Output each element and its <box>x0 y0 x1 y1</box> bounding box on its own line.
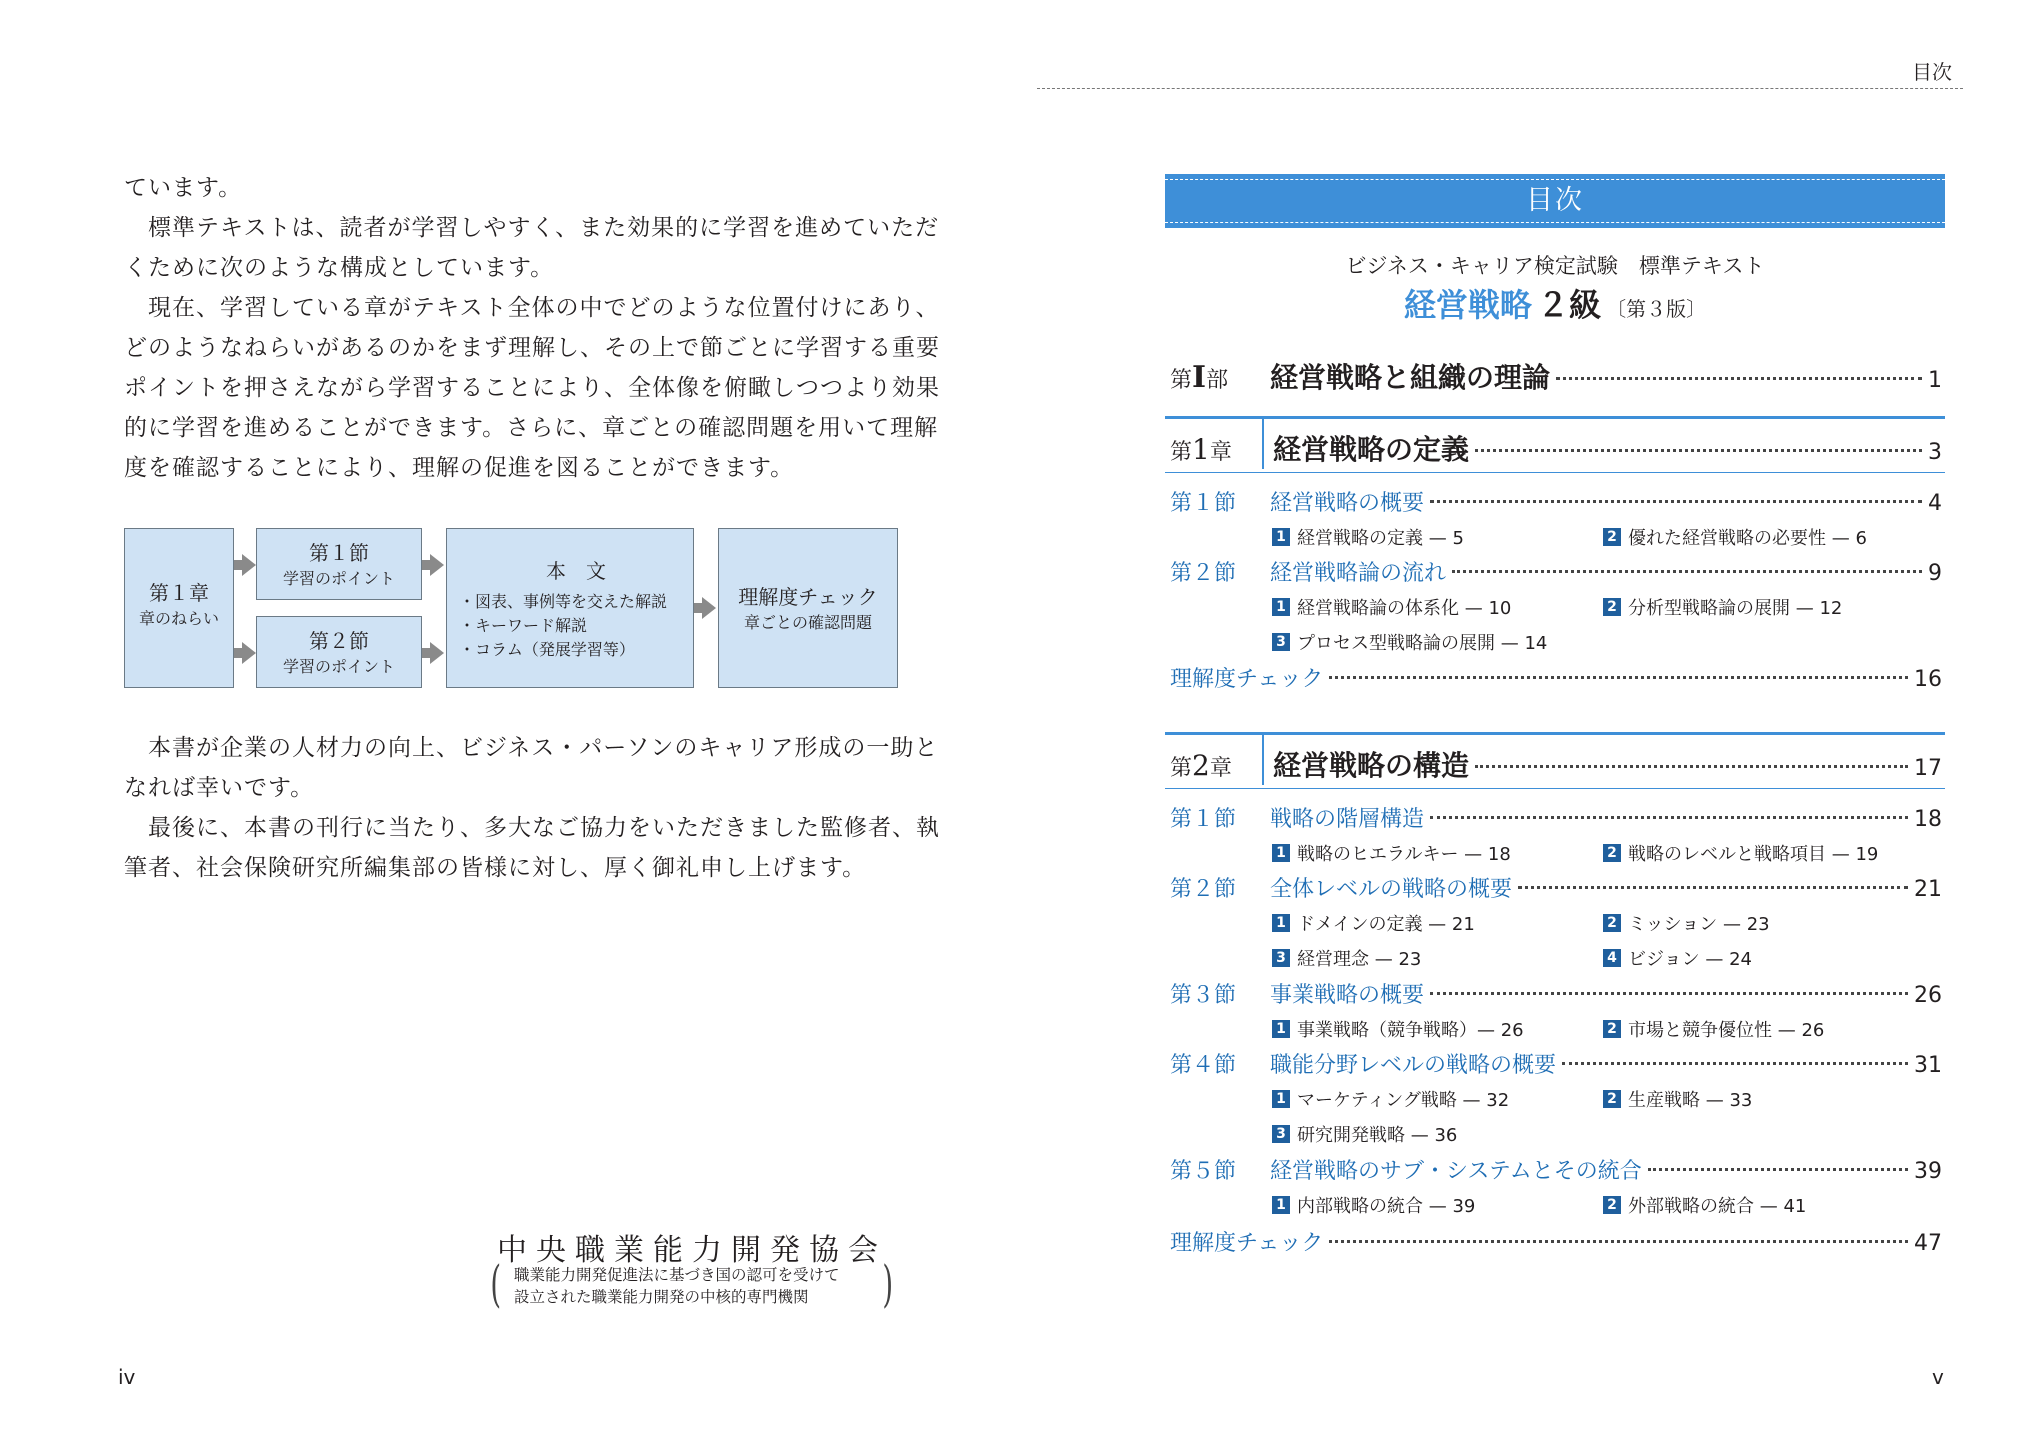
page-ref: 9 <box>1928 561 1942 586</box>
section-label: 第１節 <box>1170 807 1237 832</box>
flow-box-item: ・図表、事例等を交えた解説 <box>459 592 668 611</box>
organization-description-line: 職業能力開発促進法に基づき国の認可を受けて <box>514 1266 840 1284</box>
item-text: 研究開発戦略 — 36 <box>1297 1125 1458 1146</box>
flow-box-title: 本 文 <box>546 559 606 583</box>
leader-dots <box>1430 500 1922 503</box>
item-text: 優れた経営戦略の必要性 — 6 <box>1628 528 1867 549</box>
flow-box-title: 第２節 <box>309 629 369 653</box>
section-label: 第５節 <box>1170 1159 1237 1184</box>
book-title: 経営戦略 <box>1403 286 1532 324</box>
item-text: マーケティング戦略 — 32 <box>1297 1090 1510 1111</box>
item-number-badge: 4 <box>1603 949 1621 967</box>
toc-check-chapter-1[interactable] <box>1170 662 1942 693</box>
item-number-badge: 2 <box>1603 844 1621 862</box>
page-ref: 31 <box>1914 1053 1942 1078</box>
flow-box-body <box>446 528 694 688</box>
item-text: 分析型戦略論の展開 — 12 <box>1628 598 1843 619</box>
preface-paragraph-2 <box>124 728 940 888</box>
toc-section-2-4[interactable] <box>1170 1048 1942 1079</box>
preface-paragraph-1 <box>124 168 940 488</box>
item-number-badge: 1 <box>1272 844 1290 862</box>
section-title: 事業戦略の概要 <box>1270 983 1425 1008</box>
flow-box-section-2 <box>256 616 422 688</box>
chapter-title: 経営戦略の構造 <box>1273 749 1470 782</box>
item-number-badge: 2 <box>1603 598 1621 616</box>
toc-section-2-5[interactable] <box>1170 1154 1942 1185</box>
toc-chapter-1[interactable] <box>1170 428 1942 468</box>
item-text: 戦略のレベルと戦略項目 — 19 <box>1628 844 1879 865</box>
flow-box-title: 理解度チェック <box>738 585 878 609</box>
toc-banner: 目次 <box>1165 174 1945 228</box>
flow-box-title: 第１章 <box>149 581 209 605</box>
chapter-label: 第1章 <box>1170 433 1232 466</box>
text-line: 現在、学習している章がテキスト全体の中でどのような位置付けにあり、 <box>124 295 940 321</box>
item-text: 戦略のヒエラルキー — 18 <box>1297 844 1511 865</box>
toc-section-2-1[interactable] <box>1170 802 1942 833</box>
leader-dots <box>1518 886 1908 889</box>
leader-dots <box>1556 377 1922 380</box>
toc-item[interactable] <box>1603 945 1752 971</box>
toc-item[interactable] <box>1272 524 1464 550</box>
text-line: ています。 <box>124 175 243 201</box>
item-number-badge: 2 <box>1603 1020 1621 1038</box>
item-number-badge: 3 <box>1272 949 1290 967</box>
book-grade: ２級 <box>1537 286 1602 324</box>
series-title: ビジネス・キャリア検定試験 標準テキスト <box>1345 254 1765 278</box>
item-text: 経営戦略論の体系化 — 10 <box>1297 598 1512 619</box>
leader-dots <box>1329 676 1908 679</box>
section-title: 経営戦略の概要 <box>1270 491 1425 516</box>
flow-box-check <box>718 528 898 688</box>
toc-item[interactable] <box>1272 1086 1509 1112</box>
page-number-right: v <box>1932 1365 1944 1389</box>
item-text: 外部戦略の統合 — 41 <box>1628 1196 1807 1217</box>
leader-dots <box>1648 1168 1908 1171</box>
item-text: 生産戦略 — 33 <box>1628 1090 1753 1111</box>
flow-box-chapter <box>124 528 234 688</box>
text-line: 標準テキストは、読者が学習しやすく、また効果的に学習を進めていただ <box>124 215 940 241</box>
item-number-badge: 2 <box>1603 1090 1621 1108</box>
book-edition: 〔第３版〕 <box>1606 297 1707 321</box>
leader-dots <box>1329 1240 1908 1243</box>
section-label: 第２節 <box>1170 877 1237 902</box>
page-number-left: iv <box>118 1365 136 1389</box>
toc-section-1-1[interactable] <box>1170 486 1942 517</box>
toc-item[interactable] <box>1272 1192 1475 1218</box>
page-ref: 21 <box>1914 877 1942 902</box>
section-title: 職能分野レベルの戦略の概要 <box>1270 1053 1557 1078</box>
text-line: 本書が企業の人材力の向上、ビジネス・パーソンのキャリア形成の一助と <box>124 735 939 761</box>
item-number-badge: 1 <box>1272 598 1290 616</box>
item-number-badge: 1 <box>1272 914 1290 932</box>
flow-box-subtitle: 学習のポイント <box>282 657 395 676</box>
item-text: ミッション — 23 <box>1628 914 1770 935</box>
text-line: 最後に、本書の刊行に当たり、多大なご協力をいただきました監修者、執 <box>124 815 940 841</box>
chapter-label: 第2章 <box>1170 749 1232 782</box>
flow-box-section-1 <box>256 528 422 600</box>
left-paren-icon: ( <box>490 1255 502 1313</box>
toc-item[interactable] <box>1603 1192 1806 1218</box>
book-title-block <box>1165 280 1945 326</box>
toc-item[interactable] <box>1272 1121 1457 1147</box>
page-ref: 1 <box>1928 368 1942 393</box>
item-number-badge: 1 <box>1272 1020 1290 1038</box>
chapter-title: 経営戦略の定義 <box>1273 433 1470 466</box>
item-number-badge: 1 <box>1272 1090 1290 1108</box>
section-label: 第３節 <box>1170 983 1237 1008</box>
leader-dots <box>1452 570 1922 573</box>
section-title: 全体レベルの戦略の概要 <box>1270 877 1513 902</box>
toc-item[interactable] <box>1272 594 1511 620</box>
page-ref: 17 <box>1914 756 1942 781</box>
section-label: 第１節 <box>1170 491 1237 516</box>
leader-dots <box>1475 449 1922 452</box>
section-title: 経営戦略のサブ・システムとその統合 <box>1270 1159 1642 1184</box>
text-line: どのようなねらいがあるのかをまず理解し、その上で節ごとに学習する重要 <box>124 335 940 361</box>
flow-box-item: ・コラム（発展学習等） <box>459 640 635 659</box>
section-label: 第２節 <box>1170 561 1237 586</box>
chapter-rule <box>1165 416 1945 419</box>
check-title: 理解度チェック <box>1170 1231 1324 1256</box>
toc-item[interactable] <box>1603 1016 1824 1042</box>
page-ref: 26 <box>1914 983 1942 1008</box>
flow-box-subtitle: 章ごとの確認問題 <box>743 613 872 632</box>
item-number-badge: 2 <box>1603 1196 1621 1214</box>
flow-box-title: 第１節 <box>309 541 369 565</box>
page-ref: 39 <box>1914 1159 1942 1184</box>
item-text: ドメインの定義 — 21 <box>1297 914 1475 935</box>
item-text: 内部戦略の統合 — 39 <box>1297 1196 1476 1217</box>
flow-box-subtitle: 章のねらい <box>138 609 219 628</box>
item-number-badge: 1 <box>1272 1196 1290 1214</box>
toc-item[interactable] <box>1272 840 1511 866</box>
toc-item[interactable] <box>1603 910 1770 936</box>
part-label: 第I部 <box>1170 360 1229 395</box>
section-title: 経営戦略論の流れ <box>1270 561 1447 586</box>
toc-item[interactable] <box>1272 629 1547 655</box>
item-text: 経営理念 — 23 <box>1297 949 1422 970</box>
item-text: 事業戦略（競争戦略）— 26 <box>1297 1020 1524 1041</box>
header-rule <box>1037 88 1963 89</box>
text-line: なれば幸いです。 <box>124 775 315 801</box>
item-text: 市場と競争優位性 — 26 <box>1628 1020 1825 1041</box>
text-line: 度を確認することにより、理解の促進を図ることができます。 <box>124 455 795 481</box>
toc-item[interactable] <box>1603 1086 1752 1112</box>
toc-item[interactable] <box>1603 840 1878 866</box>
item-number-badge: 3 <box>1272 1125 1290 1143</box>
organization-description-line: 設立された職業能力開発の中核的専門機関 <box>514 1288 809 1306</box>
flow-box-subtitle: 学習のポイント <box>282 569 395 588</box>
toc-item[interactable] <box>1272 1016 1524 1042</box>
chapter-rule <box>1165 732 1945 735</box>
page-ref: 18 <box>1914 807 1942 832</box>
toc-section-2-2[interactable] <box>1170 872 1942 903</box>
toc-part-1[interactable] <box>1170 356 1942 396</box>
item-number-badge: 3 <box>1272 633 1290 651</box>
item-number-badge: 2 <box>1603 528 1621 546</box>
page-ref: 16 <box>1914 667 1942 692</box>
toc-item[interactable] <box>1603 524 1867 550</box>
toc-section-2-3[interactable] <box>1170 978 1942 1009</box>
section-label: 第４節 <box>1170 1053 1237 1078</box>
text-line: 筆者、社会保険研究所編集部の皆様に対し、厚く御礼申し上げます。 <box>124 855 867 881</box>
toc-section-1-2[interactable] <box>1170 556 1942 587</box>
right-paren-icon: ) <box>882 1255 894 1313</box>
running-head: 目次 <box>1912 60 1952 84</box>
item-number-badge: 2 <box>1603 914 1621 932</box>
page-ref: 3 <box>1928 440 1942 465</box>
item-number-badge: 1 <box>1272 528 1290 546</box>
chapter-underline <box>1165 788 1945 789</box>
text-line: くために次のような構成としています。 <box>124 255 555 281</box>
text-line: ポイントを押さえながら学習することにより、全体像を俯瞰しつつより効果 <box>124 375 940 401</box>
flow-box-item: ・キーワード解説 <box>459 616 588 635</box>
organization-name: 中央職業能力開発協会 <box>497 1233 887 1268</box>
check-title: 理解度チェック <box>1170 667 1324 692</box>
leader-dots <box>1430 992 1908 995</box>
section-title: 戦略の階層構造 <box>1270 807 1425 832</box>
toc-chapter-2[interactable] <box>1170 744 1942 784</box>
leader-dots <box>1562 1062 1908 1065</box>
part-title: 経営戦略と組織の理論 <box>1270 361 1551 394</box>
organization-description <box>514 1264 840 1308</box>
toc-check-chapter-2[interactable] <box>1170 1226 1942 1257</box>
item-text: プロセス型戦略論の展開 — 14 <box>1297 633 1548 654</box>
page-ref: 4 <box>1928 491 1942 516</box>
page-ref: 47 <box>1914 1231 1942 1256</box>
toc-item[interactable] <box>1272 910 1475 936</box>
text-line: 的に学習を進めることができます。さらに、章ごとの確認問題を用いて理解 <box>124 415 939 441</box>
chapter-underline <box>1165 472 1945 473</box>
toc-item[interactable] <box>1603 594 1842 620</box>
item-text: ビジョン — 24 <box>1628 949 1752 970</box>
item-text: 経営戦略の定義 — 5 <box>1297 528 1464 549</box>
leader-dots <box>1430 816 1908 819</box>
leader-dots <box>1475 765 1908 768</box>
toc-item[interactable] <box>1272 945 1421 971</box>
